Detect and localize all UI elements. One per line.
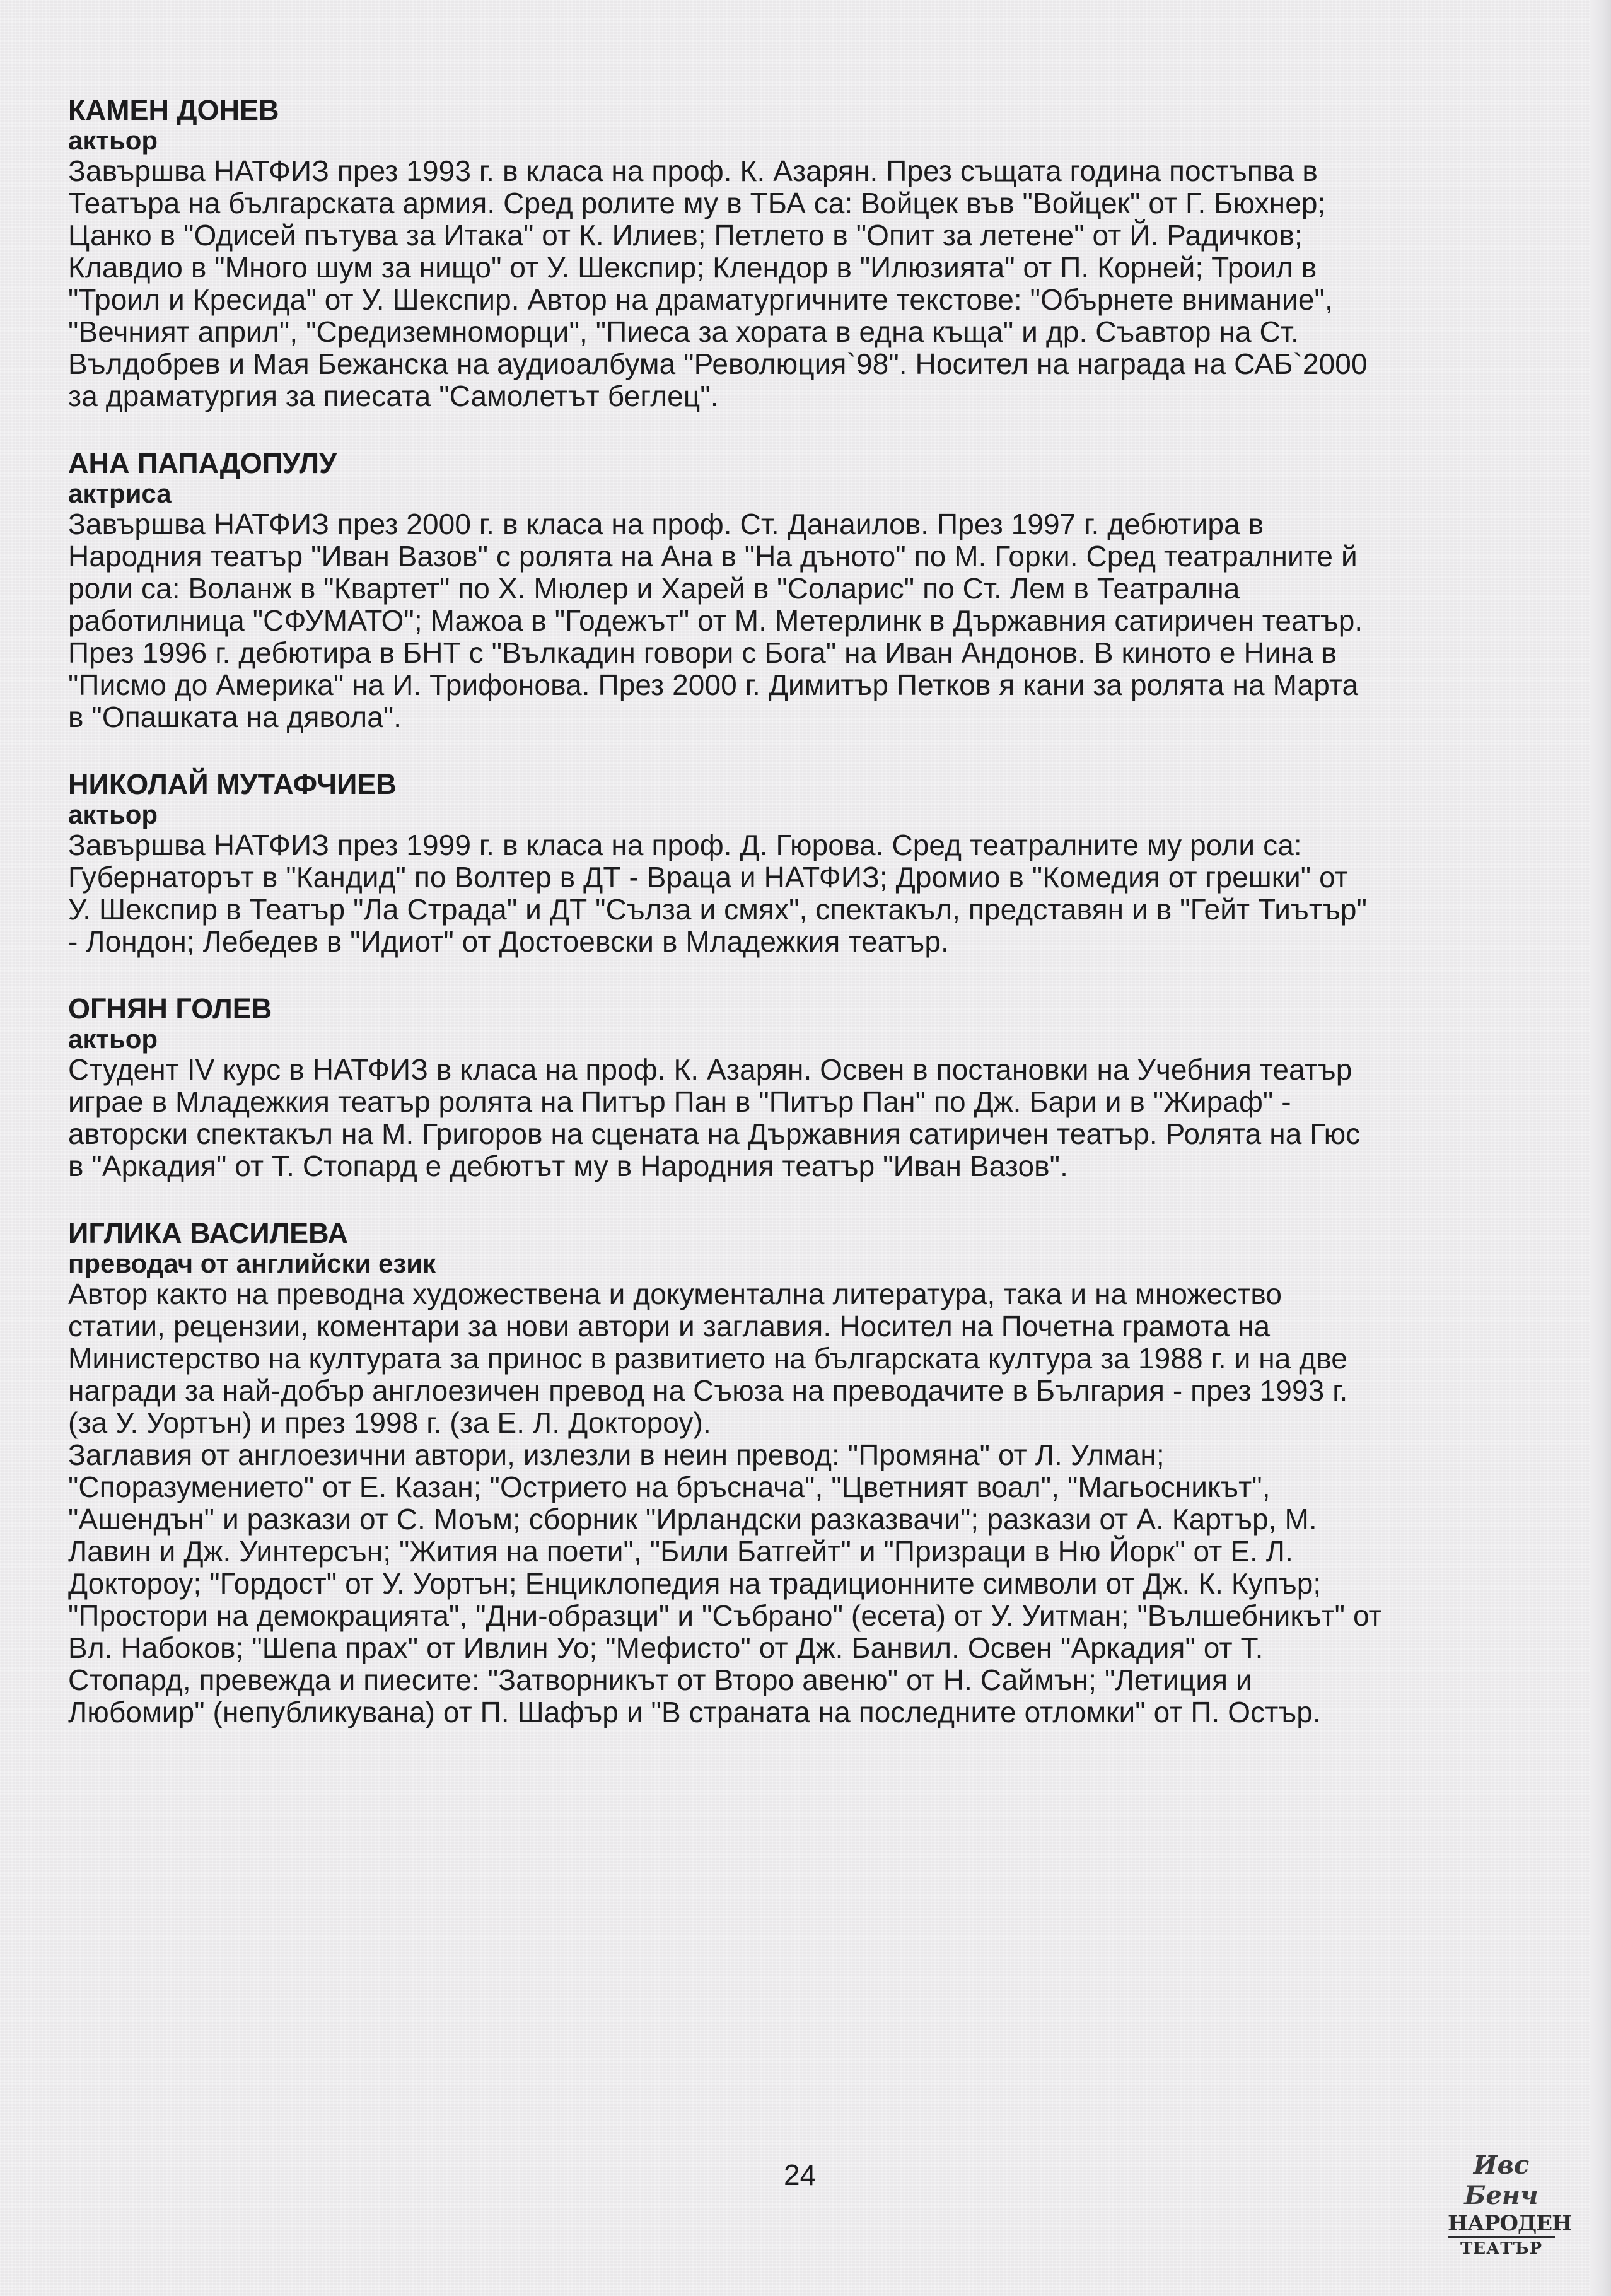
bio-line: роли са: Воланж в "Квартет" по Х. Мюлер и Харей в "Соларис" по Ст. Лем в Театрална xyxy=(68,572,1240,605)
theatre-logo xyxy=(1448,2150,1572,2264)
bio-line: в "Аркадия" от Т. Стопард е дебютът му в Народния театър "Иван Вазов". xyxy=(68,1150,1068,1182)
bio-line: авторски спектакъл на М. Григоров на сцената на Държавния сатиричен театър. Ролята на Гюс xyxy=(68,1117,1361,1150)
page-edge xyxy=(1590,0,1611,2296)
entry-role: актриса xyxy=(68,479,172,508)
entry-name: НИКОЛАЙ МУТАФЧИЕВ xyxy=(68,768,397,800)
bio-line: Клавдио в "Много шум за нищо" от У. Шекспир; Клендор в "Илюзията" от П. Корней; Троил в xyxy=(68,251,1317,284)
bio-line: Завършва НАТФИЗ през 1999 г. в класа на проф. Д. Гюрова. Сред театралните му роли са: xyxy=(68,829,1302,861)
bio-line: в "Опашката на дявола". xyxy=(68,701,402,733)
bio-line: Вл. Набоков; "Шепа прах" от Ивлин Уо; "Мефисто" от Дж. Банвил. Освен "Аркадия" от Т. xyxy=(68,1631,1264,1664)
entry-bio xyxy=(68,1278,1531,1728)
entry-bio xyxy=(68,508,1531,733)
bio-line: работилница "СФУМАТО"; Мажоа в "Годежът" от М. Метерлинк в Държавния сатиричен театър. xyxy=(68,604,1363,637)
entry-kamen-donev xyxy=(68,95,1531,412)
bio-line: "Споразумението" от Е. Казан; "Острието на бръснача", "Цветният воал", "Магьосникът", xyxy=(68,1471,1271,1503)
entry-bio xyxy=(68,155,1531,412)
logo-script-signature: Ивс Бенч xyxy=(1464,2150,1538,2210)
bio-line: награди за най-добър англоезичен превод на Съюза на преводачите в България - през 1993 г. xyxy=(68,1374,1348,1407)
bio-line: Народния театър "Иван Вазов" с ролята на Ана в "На дъното" по М. Горки. Сред театралните й xyxy=(68,540,1358,573)
entry-iglika-vasileva xyxy=(68,1218,1531,1728)
bio-line: играе в Младежкия театър ролята на Питър Пан в "Питър Пан" по Дж. Бари и в "Жираф" - xyxy=(68,1085,1291,1118)
bio-line: Вълдобрев и Мая Бежанска на аудиоалбума "Революция`98". Носител на награда на САБ`2000 xyxy=(68,347,1368,380)
entry-bio xyxy=(68,1054,1531,1182)
entry-nikolai-mutafchiev xyxy=(68,769,1531,958)
bio-line: Завършва НАТФИЗ през 1993 г. в класа на проф. К. Азарян. През същата година постъпва в xyxy=(68,154,1318,187)
logo-subtitle: ТЕАТЪР xyxy=(1460,2239,1543,2258)
bio-line: Цанко в "Одисей пътува за Итака" от К. Илиев; Петлето в "Опит за летене" от Й. Радичков; xyxy=(68,219,1303,252)
bio-line: Автор както на преводна художествена и документална литература, така и на множество xyxy=(68,1278,1282,1310)
bio-line: Лавин и Дж. Уинтерсън; "Жития на поети", "Били Батгейт" и "Призраци в Ню Йорк" от Е. Л. xyxy=(68,1535,1293,1568)
bio-line: - Лондон; Лебедев в "Идиот" от Достоевски в Младежкия театър. xyxy=(68,925,949,958)
bio-line: Завършва НАТФИЗ през 2000 г. в класа на проф. Ст. Данаилов. През 1997 г. дебютира в xyxy=(68,508,1264,540)
entry-ognyan-golev xyxy=(68,993,1531,1182)
page-number: 24 xyxy=(784,2159,817,2191)
entry-role: преводач от английски език xyxy=(68,1249,436,1278)
bio-line: Доктороу; "Гордост" от У. Уортън; Енциклопедия на традиционните символи от Дж. К. Купър; xyxy=(68,1567,1322,1600)
bio-line: Студент IV курс в НАТФИЗ в класа на проф. К. Азарян. Освен в постановки на Учебния театър xyxy=(68,1053,1352,1086)
entry-role: актьор xyxy=(68,800,158,829)
entry-name: КАМЕН ДОНЕВ xyxy=(68,94,279,126)
bio-line: Любомир" (непубликувана) от П. Шафър и "В страната на последните отломки" от П. Остър. xyxy=(68,1696,1321,1728)
logo-title: НАРОДЕН xyxy=(1448,2211,1555,2238)
bio-line: През 1996 г. дебютира в БНТ с "Вълкадин говори с Бога" на Иван Андонов. В киното е Нина в xyxy=(68,636,1337,669)
bio-line: У. Шекспир в Театър "Ла Страда" и ДТ "Сълза и смях", спектакъл, представян и в "Гейт Тиътър" xyxy=(68,893,1367,926)
bio-line: "Вечният април", "Средиземноморци", "Пиеса за хората в една къща" и др. Съавтор на Ст. xyxy=(68,315,1299,348)
bio-line: (за У. Уортън) и през 1998 г. (за Е. Л. Доктороу). xyxy=(68,1406,711,1439)
bio-line: "Простори на демокрацията", "Дни-образци" и "Събрано" (есета) от У. Уитман; "Вълшебникът" от xyxy=(68,1599,1382,1632)
bio-line: Заглавия от англоезични автори, излезли в неин превод: "Промяна" от Л. Улман; xyxy=(68,1438,1165,1471)
bio-line: "Ашендън" и разкази от С. Моъм; сборник "Ирландски разказвачи"; разкази от А. Картър, М. xyxy=(68,1503,1317,1536)
entry-bio xyxy=(68,829,1531,958)
content xyxy=(68,95,1531,1764)
entry-role: актьор xyxy=(68,125,158,155)
entry-role: актьор xyxy=(68,1024,158,1054)
bio-line: Стопард, превежда и пиесите: "Затворникът от Второ авеню" от Н. Саймън; "Летиция и xyxy=(68,1664,1252,1696)
entry-name: ОГНЯН ГОЛЕВ xyxy=(68,993,272,1025)
entry-ana-papadopulu xyxy=(68,448,1531,733)
bio-line: Театъра на българската армия. Сред ролите му в ТБА са: Войцек във "Войцек" от Г. Бюхнер; xyxy=(68,187,1326,219)
bio-line: за драматургия за пиесата "Самолетът беглец". xyxy=(68,380,719,412)
entry-name: ИГЛИКА ВАСИЛЕВА xyxy=(68,1217,348,1249)
bio-line: "Троил и Кресида" от У. Шекспир. Автор на драматургичните текстове: "Обърнете внимание", xyxy=(68,283,1333,316)
bio-line: Губернаторът в "Кандид" по Волтер в ДТ - Враца и НАТФИЗ; Дромио в "Комедия от грешки" от xyxy=(68,861,1348,894)
bio-line: Министерство на културата за принос в развитието на българската култура за 1988 г. и на две xyxy=(68,1342,1347,1375)
bio-line: статии, рецензии, коментари за нови автори и заглавия. Носител на Почетна грамота на xyxy=(68,1310,1271,1343)
bio-line: "Писмо до Америка" на И. Трифонова. През 2000 г. Димитър Петков я кани за ролята на Марта xyxy=(68,668,1359,701)
entry-name: АНА ПАПАДОПУЛУ xyxy=(68,447,337,479)
